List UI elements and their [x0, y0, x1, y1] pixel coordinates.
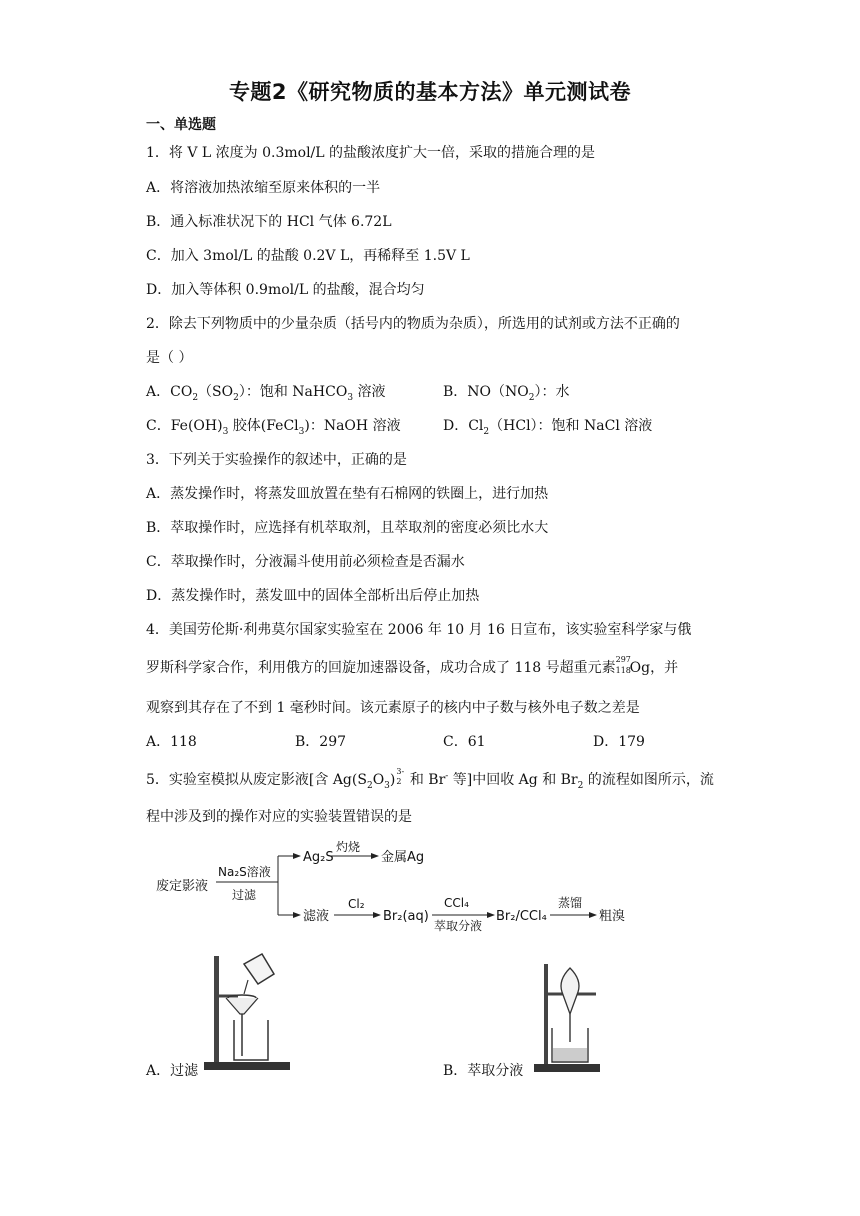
flow-crude: 粗溴 — [599, 909, 626, 924]
q4-stem-line2: 罗斯科学家合作，利用俄方的回旋加速器设备，成功合成了 118 号超重元素 297 118 Og，并 — [146, 655, 679, 676]
q1-option-c: C．加入 3mol/L 的盐酸 0.2V L，再稀释至 1.5V L — [146, 248, 470, 264]
q2-option-a: A．$CO_2(SO_2)$：饱和 NaHCO$_3$ 溶液 — [146, 384, 386, 403]
q1-option-d: D．加入等体积 0.9mol/L 的盐酸，混合均匀 — [146, 282, 425, 298]
flow-product1: Ag₂S — [303, 850, 334, 865]
q2-stem-line1: 2．除去下列物质中的少量杂质（括号内的物质为杂质），所选用的试剂或方法不正确的 — [146, 316, 680, 332]
q3-option-a: A．蒸发操作时，将蒸发皿放置在垫有石棉网的铁圈上，进行加热 — [146, 486, 549, 502]
q4-stem-line1: 4．美国劳伦斯·利弗莫尔国家实验室在 2006 年 10 月 16 日宣布，该实验室科学家与俄 — [146, 622, 692, 638]
flow-cl2: Cl₂ — [348, 897, 365, 911]
q5-stem-line1: 5．实验室模拟从废定影液[含 $Ag(S_2O_3)$ 3- 2 和 Br- 等]中回收 Ag 和 $Br_2$ 的流程如图所示，流 — [146, 767, 714, 791]
q4-option-c: C．61 — [443, 734, 486, 750]
q3-option-d: D．蒸发操作时，蒸发皿中的固体全部析出后停止加热 — [146, 588, 480, 604]
flow-br-aq: Br₂(aq) — [383, 909, 429, 924]
flow-ccl4: CCl₄ — [444, 896, 469, 910]
flow-diagram — [150, 836, 650, 936]
flow-filtrate: 滤液 — [303, 909, 330, 924]
q2-option-b: B．$NO(NO_2)$：水 — [443, 384, 570, 403]
filtration-apparatus-image — [200, 950, 300, 1078]
section-heading: 一、单选题 — [146, 117, 216, 133]
q2-stem-line2: 是（ ） — [146, 350, 193, 366]
q2-option-d: D．$Cl_2(HCl)$：饱和 NaCl 溶液 — [443, 418, 653, 437]
q4-option-d: D．179 — [593, 734, 645, 750]
q5-stem-line2: 程中涉及到的操作对应的实验装置错误的是 — [146, 809, 412, 825]
q1-stem: 1．将 V L 浓度为 0.3mol/L 的盐酸浓度扩大一倍，采取的措施合理的是 — [146, 145, 596, 161]
q4-stem-line3: 观察到其存在了不到 1 毫秒时间。该元素原子的核内中子数与核外电子数之差是 — [146, 700, 640, 716]
q1-option-a: A．将溶液加热浓缩至原来体积的一半 — [146, 180, 381, 196]
q2-option-c: C．$Fe(OH)_3$ 胶体(FeCl$_3$)：NaOH 溶液 — [146, 418, 401, 437]
q4-option-b: B．297 — [295, 734, 347, 750]
flow-reagent-bottom: 过滤 — [232, 888, 257, 902]
q3-option-c: C．萃取操作时，分液漏斗使用前必须检查是否漏水 — [146, 554, 465, 570]
flow-extract: 萃取分液 — [434, 919, 483, 933]
flow-br-ccl4: Br₂/CCl₄ — [496, 909, 547, 924]
flow-distill: 蒸馏 — [558, 896, 583, 910]
flow-step1: 灼烧 — [336, 840, 361, 854]
flow-reagent-top: Na₂S溶液 — [218, 865, 271, 879]
isotope-notation: 297 118 — [615, 655, 631, 675]
q3-stem: 3．下列关于实验操作的叙述中，正确的是 — [146, 452, 407, 468]
flow-source: 废定影液 — [156, 879, 209, 894]
q5-option-b: B．萃取分液 — [443, 1063, 524, 1079]
page-title: 专题2《研究物质的基本方法》单元测试卷 — [228, 80, 632, 104]
q3-option-b: B．萃取操作时，应选择有机萃取剂，且萃取剂的密度必须比水大 — [146, 520, 549, 536]
q1-option-b: B．通入标准状况下的 HCl 气体 6.72L — [146, 214, 392, 230]
separatory-funnel-apparatus-image — [530, 962, 610, 1078]
flow-metal: 金属Ag — [381, 850, 425, 865]
q5-option-a: A．过滤 — [146, 1063, 199, 1079]
q4-option-a: A．118 — [146, 734, 197, 750]
